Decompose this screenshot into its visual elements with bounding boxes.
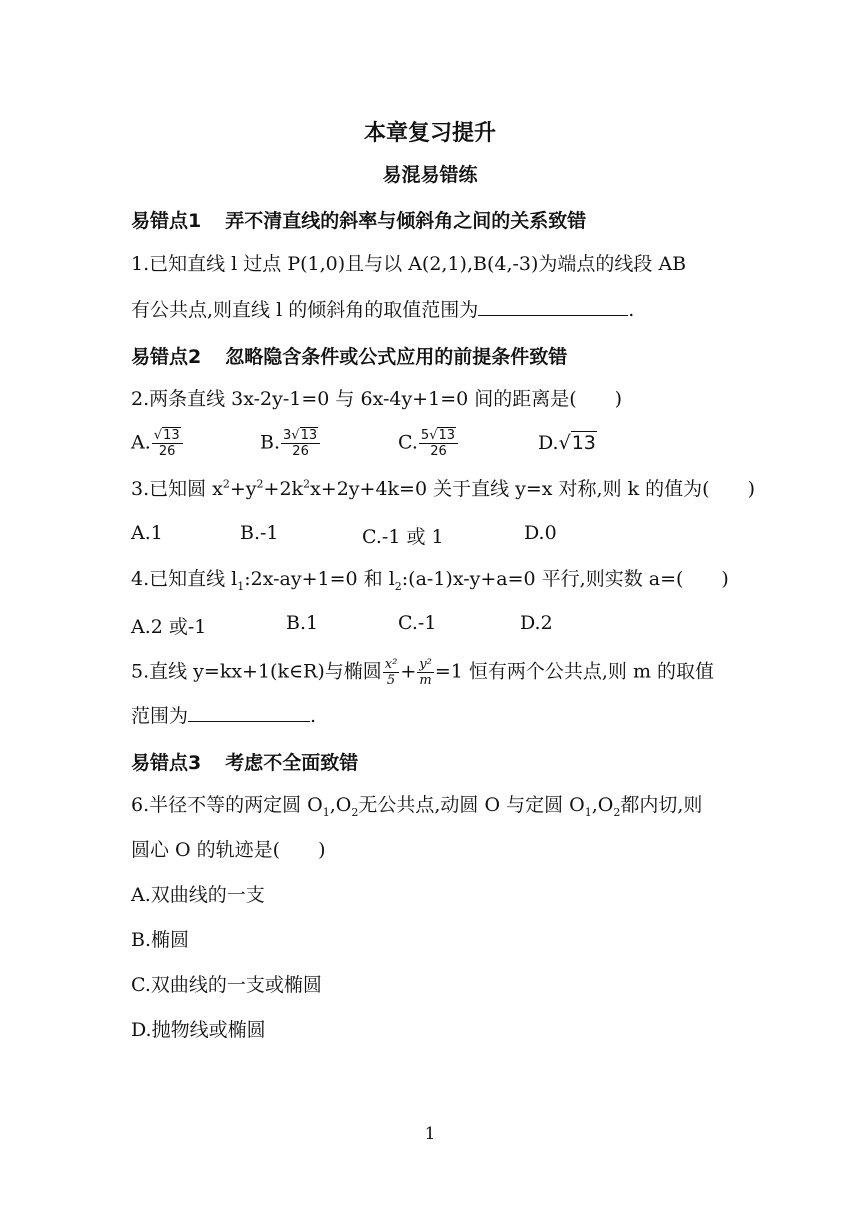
answer-blank: [478, 297, 628, 316]
question-1-line-2: 有公共点,则直线 l 的倾斜角的取值范围为 .: [131, 299, 635, 321]
option-a: A.2 或-1: [131, 616, 207, 638]
option-c: C. $\frac{5√13}{26}$: [398, 428, 459, 459]
option-b: B.椭圆: [131, 929, 190, 951]
section-subtitle: 易混易错练: [382, 164, 478, 186]
option-a: A. $\frac{√13}{26}$: [131, 428, 184, 459]
section-title: 忽略隐含条件或公式应用的前提条件致错: [225, 346, 568, 368]
question-6-line-1: 6.半径不等的两定圆 $O_1,O_2$无公共点,动圆 O 与定圆 $O_1,O_2$都内切,则: [131, 794, 703, 819]
option-c: C.-1: [398, 612, 437, 634]
page-title: 本章复习提升: [363, 121, 496, 146]
option-b: B. $\frac{3√13}{26}$: [260, 428, 321, 459]
section-heading-3: [131, 748, 358, 775]
answer-blank: [188, 703, 310, 722]
option-c: C.双曲线的一支或椭圆: [131, 974, 322, 996]
section-label: 易错点1: [131, 210, 202, 232]
question-5-line-2: 范围为 .: [131, 705, 317, 727]
question-2-text: 2.两条直线 3x-2y-1=0 与 6x-4y+1=0 间的距离是( ): [131, 388, 623, 410]
option-a: A.双曲线的一支: [131, 884, 265, 906]
option-d: D.√13: [538, 432, 596, 454]
option-c: C.-1 或 1: [362, 526, 444, 548]
section-title: 考虑不全面致错: [225, 752, 359, 774]
question-1-line-1: 1.已知直线 l 过点 P(1,0)且与以 A(2,1),B(4,-3)为端点的线段 AB: [131, 253, 687, 275]
page-number: 1: [424, 1124, 436, 1144]
question-3-text: 3.已知圆 $x^2+y^2+2k^2x+2y+4k=0$ 关于直线 y=x 对称,则 k 的值为( ): [131, 477, 756, 500]
question-6-line-2: 圆心 O 的轨迹是( ): [131, 839, 326, 861]
section-label: 易错点2: [131, 346, 202, 368]
section-title: 弄不清直线的斜率与倾斜角之间的关系致错: [225, 210, 587, 232]
option-a: A.1: [131, 522, 163, 544]
question-4-text: 4.已知直线 $l_1:2x-ay+1=0$ 和 $l_2:(a-1)x-y+a=0$ 平行,则实数 a=( ): [131, 568, 729, 593]
option-d: D.0: [524, 522, 557, 544]
option-d: D.抛物线或椭圆: [131, 1019, 266, 1041]
section-label: 易错点3: [131, 752, 202, 774]
option-b: B.1: [286, 612, 319, 634]
question-5-line-1: 5.直线 y=kx+1(k∈R)与椭圆 $\frac{\text{x²}}{5}$ + $\frac{\text{y²}}{m}$ =1 恒有两个公共点,则 m 的取值: [131, 657, 714, 688]
section-heading-2: [131, 342, 567, 369]
option-d: D.2: [520, 612, 553, 634]
section-heading-1: [131, 206, 586, 233]
option-b: B.-1: [240, 522, 279, 544]
